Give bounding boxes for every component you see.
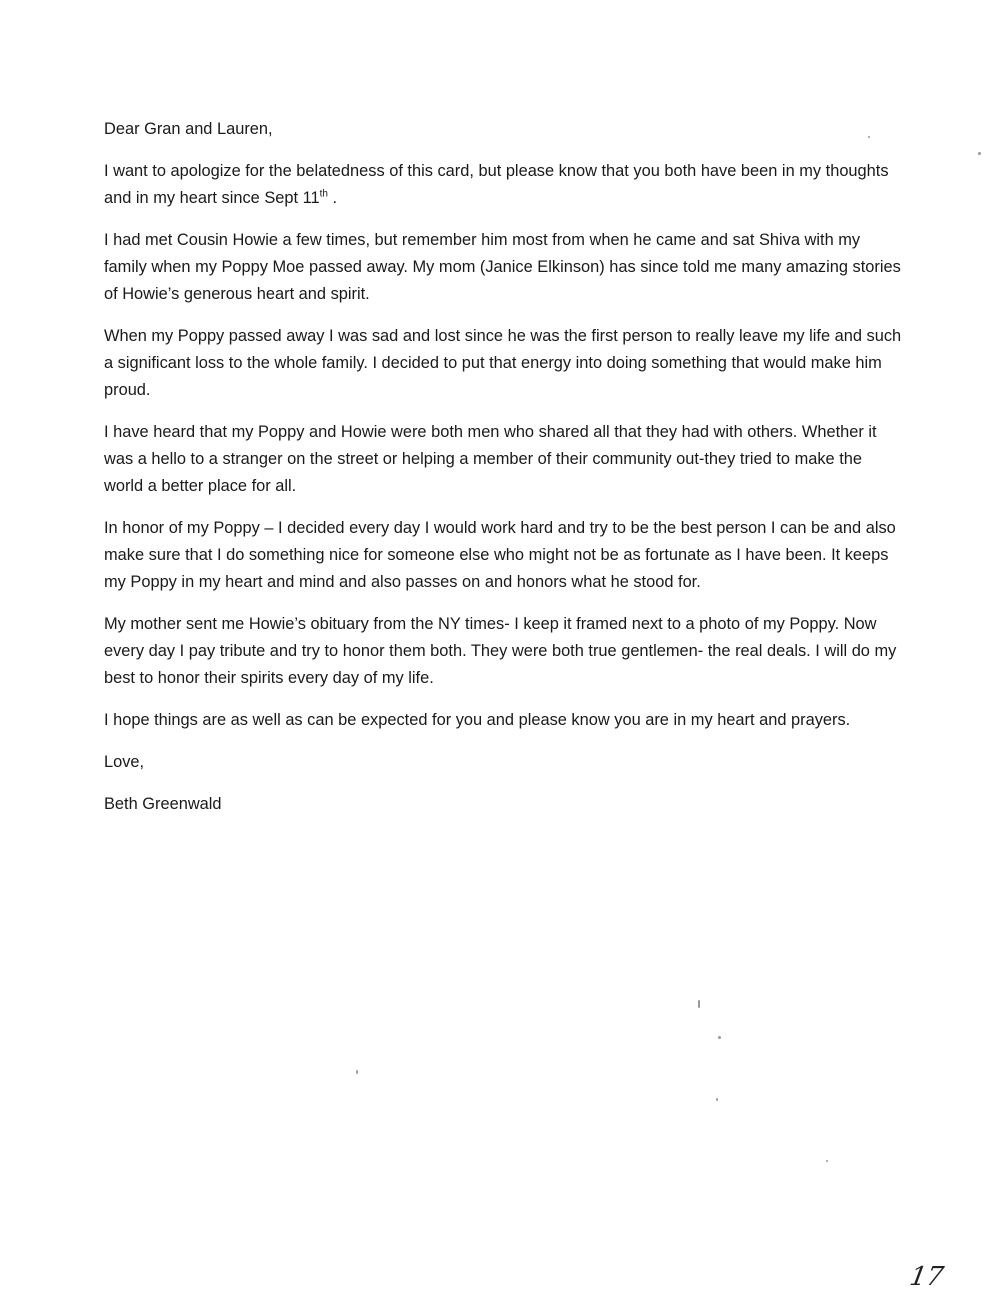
paragraph-shared: I have heard that my Poppy and Howie were both men who shared all that they had with others. Whether it was a hello to a stranger on the street or helping a member of their community out-they tried to make the world a better place for all. — [104, 423, 877, 495]
scan-speck — [826, 1160, 828, 1162]
paragraph-cousin-howie: I had met Cousin Howie a few times, but remember him most from when he came and sat Shiva with my family when my Poppy Moe passed away. My mom (Janice Elkinson) has since told me many amazing stories of Howie’s generous heart and spirit. — [104, 231, 901, 303]
paragraph-poppy-passed: When my Poppy passed away I was sad and lost since he was the first person to really leave my life and such a significant loss to the whole family. I decided to put that energy into doing something that would make him proud. — [104, 327, 902, 399]
ordinal-suffix: th — [319, 188, 328, 200]
scan-speck — [698, 1000, 700, 1008]
letter-body — [104, 116, 904, 833]
paragraph-obituary: My mother sent me Howie’s obituary from the NY times- I keep it framed next to a photo of my Poppy. Now every day I pay tribute and try to honor them both. They were both true gentlemen- the real deals. I will do my best to honor their spirits every day of my life. — [104, 615, 897, 687]
paragraph-apology — [104, 158, 904, 212]
paragraph-apology-end: . — [327, 189, 338, 207]
closing: Love, — [104, 753, 145, 771]
scan-speck — [868, 136, 870, 138]
scan-speck — [356, 1070, 358, 1074]
salutation: Dear Gran and Lauren, — [104, 120, 273, 138]
paragraph-hope: I hope things are as well as can be expected for you and please know you are in my heart and prayers. — [104, 711, 851, 729]
scan-speck — [716, 1098, 718, 1101]
scan-speck — [978, 152, 981, 155]
scan-speck — [718, 1036, 721, 1039]
handwritten-page-number: 17 — [907, 1262, 946, 1292]
paragraph-honor: In honor of my Poppy – I decided every day I would work hard and try to be the best person I can be and also make sure that I do something nice for someone else who might not be as fortunate as I have been. It keeps my Poppy in my heart and mind and also passes on and honors what he stood for. — [104, 519, 896, 591]
paragraph-apology-text: I want to apologize for the belatedness of this card, but please know that you both have been in my thoughts and in my heart since Sept 11 — [104, 162, 889, 207]
signature: Beth Greenwald — [104, 795, 222, 813]
